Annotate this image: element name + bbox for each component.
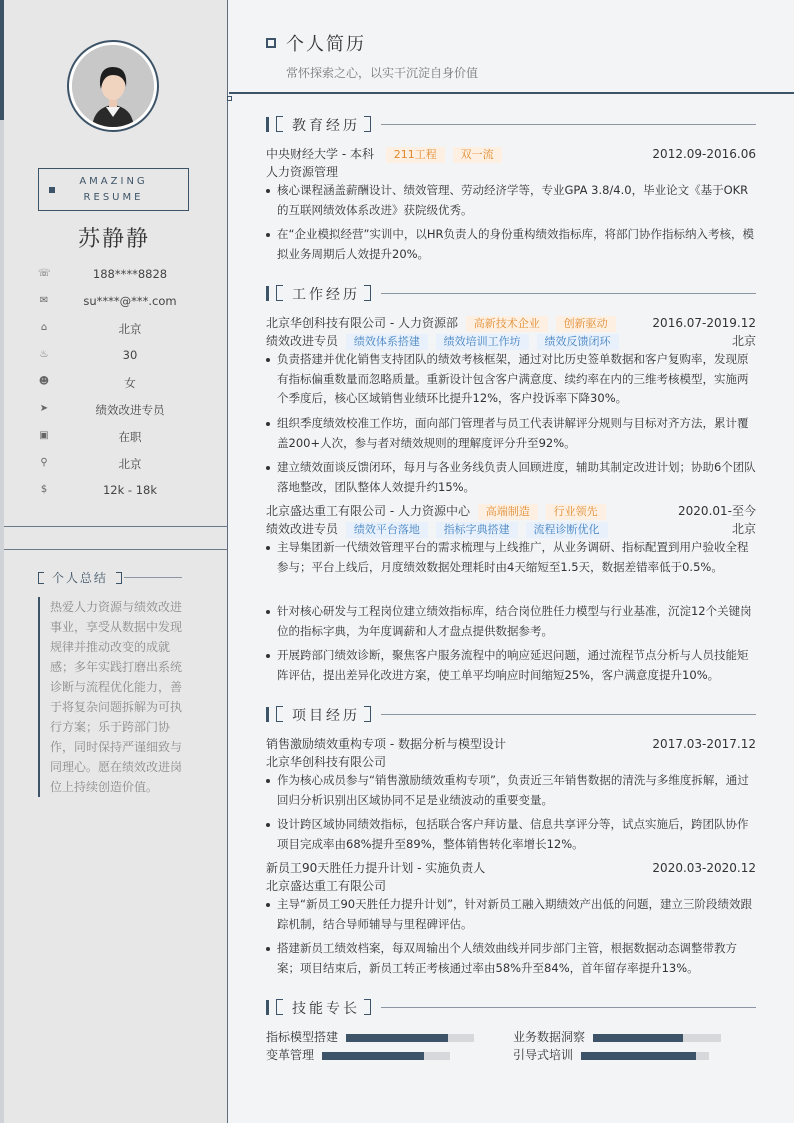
job-header <box>266 502 756 520</box>
project-date: 2020.03-2020.12 <box>652 861 756 875</box>
summary-text: 热爱人力资源与绩效改进事业，享受从数据中发现规律并推动改变的成就感；多年实践打磨出系统诊断与流程优化能力，善于将复杂问题拆解为可执行方案；乐于跨部门协作，同时保持严谨细致与同理心。愿在绩效改进岗位上持续创造价值。 <box>38 597 186 797</box>
company-tag: 高新技术企业 <box>466 316 548 332</box>
bullet-icon <box>266 422 270 426</box>
main-content <box>229 0 794 1123</box>
contact-info-text: 在职 <box>118 430 142 444</box>
company-name: 北京盛达重工有限公司 - 人力资源中心 <box>266 504 470 518</box>
header-rule-marker <box>227 96 232 101</box>
company-tag: 高端制造 <box>478 504 538 520</box>
contact-info-item <box>38 429 198 449</box>
badge-line-1: AMAZING <box>79 176 148 187</box>
section-title: 技能专长 <box>292 1001 360 1017</box>
bracket-left-icon <box>276 706 283 722</box>
job-role: 绩效改进专员 <box>266 522 339 536</box>
skill-tag: 绩效平台落地 <box>346 522 428 538</box>
section-title: 项目经历 <box>292 708 360 724</box>
job-date: 2020.01-至今 <box>678 504 756 518</box>
section-bar <box>266 1000 269 1015</box>
bullet-text: 作为核心成员参与“销售激励绩效重构专项”，负责近三年销售数据的清洗与多维度拆解，通过回归分析识别出区域协同不足是业绩波动的重要变量。 <box>277 773 749 807</box>
project-org-row <box>266 877 756 895</box>
money-icon: $ <box>40 484 48 495</box>
phone-icon: ☏ <box>38 268 51 279</box>
contact-info-text: 30 <box>122 348 138 362</box>
bullet-text: 开展跨部门绩效诊断，聚焦客户服务流程中的响应延迟问题，通过流程节点分析与人员技能矩阵评估，提出差异化改进方案，使工单平均响应时间缩短25%，客户满意度提升10%。 <box>277 648 749 682</box>
bracket-right-icon <box>116 572 122 584</box>
contact-info-item <box>38 456 198 476</box>
list-item <box>266 225 756 264</box>
sidebar-divider <box>4 549 228 550</box>
skill-level-bar <box>346 1034 474 1042</box>
bracket-right-icon <box>364 706 371 722</box>
education-major <box>266 163 756 181</box>
section-projects-heading <box>266 705 756 725</box>
sidebar-divider <box>4 526 228 527</box>
bracket-right-icon <box>364 116 371 132</box>
list-item <box>266 350 756 409</box>
bullet-icon <box>266 546 270 550</box>
education-header <box>266 145 756 163</box>
section-rule <box>381 124 756 125</box>
bullet-text: 主导“新员工90天胜任力提升计划”，针对新员工融入期绩效产出低的问题，建立三阶段绩效跟踪机制，结合导师辅导与里程碑评估。 <box>277 897 753 931</box>
project-header <box>266 735 756 753</box>
project-name: 新员工90天胜任力提升计划 - 实施负责人 <box>266 861 486 875</box>
skill-tag: 绩效反馈闭环 <box>537 334 619 350</box>
section-work-heading <box>266 284 756 304</box>
section-title: 工作经历 <box>292 287 360 303</box>
contact-info-text: 188****8828 <box>92 267 168 281</box>
badge-line-2: RESUME <box>83 192 144 203</box>
skill-item <box>266 1029 476 1045</box>
project-org-row <box>266 753 756 771</box>
skill-tag: 绩效培训工作坊 <box>436 334 529 350</box>
skill-item <box>266 1047 476 1063</box>
list-item <box>266 414 756 453</box>
skill-level-fill <box>581 1052 696 1060</box>
contact-info-item <box>38 321 198 341</box>
bullet-icon <box>266 610 270 614</box>
resume-badge <box>38 168 189 211</box>
skill-level-bar <box>593 1034 721 1042</box>
sidebar-accent <box>0 0 4 120</box>
job-header <box>266 314 756 332</box>
contact-info-text: su****@***.com <box>83 294 177 308</box>
briefcase-icon: ▣ <box>39 430 49 441</box>
contact-info-text: 12k - 18k <box>102 483 158 497</box>
project-org: 北京盛达重工有限公司 <box>266 879 387 893</box>
job-date: 2016.07-2019.12 <box>652 316 756 330</box>
school-tag: 双一流 <box>453 147 502 163</box>
bullet-icon <box>266 233 270 237</box>
bullet-text: 建立绩效面谈反馈闭环，每月与各业务线负责人回顾进度，辅助其制定改进计划；协助6个团队落地整改，团队整体人效提升约15%。 <box>277 460 756 494</box>
section-education-heading <box>266 115 756 135</box>
sidebar <box>0 0 228 1123</box>
project-org: 北京华创科技有限公司 <box>266 755 387 769</box>
skill-item <box>513 1047 723 1063</box>
job-role-row <box>266 332 756 350</box>
skill-level-bar <box>581 1052 709 1060</box>
summary-heading <box>38 569 188 586</box>
header-rule <box>229 92 794 94</box>
bullet-text: 组织季度绩效校准工作坊，面向部门管理者与员工代表讲解评分规则与目标对齐方法，累计覆盖200+人次，参与者对绩效规则的理解度评分升至92%。 <box>277 416 749 450</box>
avatar <box>67 40 159 132</box>
skill-level-fill <box>593 1034 683 1042</box>
list-item <box>266 458 756 497</box>
smile-icon: ☻ <box>38 376 50 387</box>
section-bar <box>266 707 269 722</box>
section-skills-heading <box>266 998 756 1018</box>
skill-name: 引导式培训 <box>513 1048 574 1062</box>
list-item <box>266 895 756 934</box>
contact-info-item <box>38 483 198 503</box>
bullet-icon <box>266 947 270 951</box>
job-city: 北京 <box>731 522 756 536</box>
bracket-left-icon <box>276 285 283 301</box>
list-item <box>266 646 756 685</box>
person-name: 苏静静 <box>77 227 150 252</box>
avatar-photo <box>72 45 154 127</box>
skill-item <box>513 1029 723 1045</box>
education-date: 2012.09-2016.06 <box>652 147 756 161</box>
skill-level-fill <box>322 1052 424 1060</box>
contact-info-text: 女 <box>124 376 136 390</box>
home-icon: ⌂ <box>40 322 48 333</box>
badge-square-icon <box>49 187 55 193</box>
contact-info-text: 绩效改进专员 <box>95 403 165 417</box>
contact-info-item <box>38 402 198 422</box>
contact-info-text: 北京 <box>118 322 142 336</box>
contact-info-item <box>38 375 198 395</box>
contact-info-item <box>38 348 198 368</box>
bullet-text: 在“企业模拟经营”实训中，以HR负责人的身份重构绩效指标库，将部门协作指标纳入考核，模拟业务周期后人效提升20%。 <box>277 227 755 261</box>
bullet-icon <box>266 654 270 658</box>
section-bar <box>266 117 269 132</box>
section-rule <box>381 1007 756 1008</box>
bullet-icon <box>266 903 270 907</box>
bullet-text: 核心课程涵盖薪酬设计、绩效管理、劳动经济学等，专业GPA 3.8/4.0，毕业论文《基于OKR的互联网绩效体系改进》获院级优秀。 <box>277 183 749 217</box>
sidebar-accent-light <box>0 120 4 1123</box>
bracket-left-icon <box>276 116 283 132</box>
summary-heading-rule <box>124 577 182 578</box>
bracket-right-icon <box>364 999 371 1015</box>
bullet-icon <box>266 466 270 470</box>
skill-name: 业务数据洞察 <box>513 1030 586 1044</box>
project-name: 销售激励绩效重构专项 - 数据分析与模型设计 <box>266 737 506 751</box>
company-name: 北京华创科技有限公司 - 人力资源部 <box>266 316 458 330</box>
bullet-text: 针对核心研发与工程岗位建立绩效指标库，结合岗位胜任力模型与行业基准，沉淀12个关键岗位的指标字典，为年度调薪和人才盘点提供数据参考。 <box>277 604 752 638</box>
list-item <box>266 602 756 641</box>
bullet-icon <box>266 189 270 193</box>
school-tag: 211工程 <box>386 147 445 163</box>
list-item <box>266 181 756 220</box>
project-header <box>266 859 756 877</box>
send-icon: ➤ <box>39 403 49 414</box>
skill-name: 变革管理 <box>266 1048 315 1062</box>
page-title: 个人简历 <box>286 34 366 55</box>
company-tag: 行业领先 <box>546 504 606 520</box>
bracket-right-icon <box>364 285 371 301</box>
contact-info-text: 北京 <box>118 457 142 471</box>
job-role-row <box>266 520 756 538</box>
list-item <box>266 538 756 577</box>
page-subtitle: 常怀探索之心，以实干沉淀自身价值 <box>286 66 479 80</box>
skill-level-fill <box>346 1034 448 1042</box>
bullet-text: 负责搭建并优化销售支持团队的绩效考核框架，通过对比历史签单数据和客户复购率，发现原有指标偏重数量而忽略质量。重新设计包含客户满意度、续约率在内的三维考核模型，实施两个季度后，核心区域销售业绩环比提升12%，客户投诉率下降30%。 <box>277 352 749 405</box>
bullet-icon <box>266 779 270 783</box>
cake-icon: ♨ <box>39 349 49 360</box>
section-rule <box>381 293 756 294</box>
section-rule <box>381 714 756 715</box>
mail-icon: ✉ <box>39 295 49 306</box>
skill-level-bar <box>322 1052 450 1060</box>
contact-info-item <box>38 294 198 314</box>
skill-tag: 绩效体系搭建 <box>346 334 428 350</box>
skill-tag: 指标字典搭建 <box>436 522 518 538</box>
job-city: 北京 <box>731 334 756 348</box>
bullet-icon <box>266 823 270 827</box>
section-bar <box>266 286 269 301</box>
major-name: 人力资源管理 <box>266 165 339 179</box>
bullet-text: 搭建新员工绩效档案，每双周输出个人绩效曲线并同步部门主管，根据数据动态调整带教方案；项目结束后，新员工转正考核通过率由58%升至84%，首年留存率提升13%。 <box>277 941 737 975</box>
summary-heading-text: 个人总结 <box>51 571 108 585</box>
list-item <box>266 771 756 810</box>
bracket-left-icon <box>276 999 283 1015</box>
job-role: 绩效改进专员 <box>266 334 339 348</box>
bullet-text: 设计跨区域协同绩效指标，包括联合客户拜访量、信息共享评分等，试点实施后，跨团队协作项目完成率由68%提升至89%，整体销售转化率增长12%。 <box>277 817 749 851</box>
bracket-left-icon <box>38 572 44 584</box>
section-title: 教育经历 <box>292 118 360 134</box>
contact-info-item <box>38 267 198 287</box>
skill-tag: 流程诊断优化 <box>526 522 608 538</box>
bullet-text: 主导集团新一代绩效管理平台的需求梳理与上线推广，从业务调研、指标配置到用户验收全程参与；平台上线后，月度绩效数据处理耗时由4天缩短至1.5天，数据差错率低于0.5%。 <box>277 540 749 574</box>
list-item <box>266 815 756 854</box>
company-tag: 创新驱动 <box>556 316 616 332</box>
project-date: 2017.03-2017.12 <box>652 737 756 751</box>
title-square-icon <box>266 38 276 48</box>
location-pin-icon: ⚲ <box>40 457 48 468</box>
bullet-icon <box>266 358 270 362</box>
list-item <box>266 939 756 978</box>
school-name: 中央财经大学 - 本科 <box>266 147 374 161</box>
skill-name: 指标模型搭建 <box>266 1030 339 1044</box>
